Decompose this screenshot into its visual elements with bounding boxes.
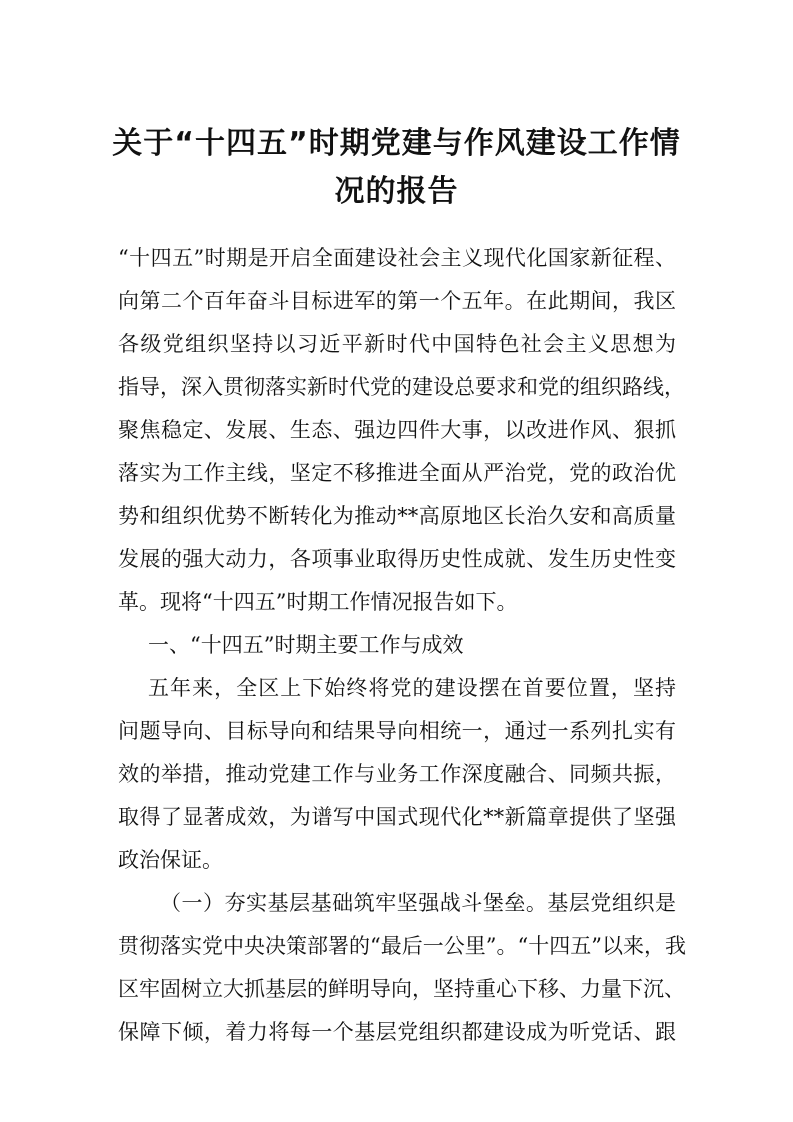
section-heading: 一、“十四五”时期主要工作与成效 xyxy=(148,633,464,657)
body-line: 政治保证。 xyxy=(118,848,223,872)
subsection-paragraph-start: （一）夯实基层基础筑牢坚强战斗堡垒。基层党组织是 xyxy=(160,891,676,915)
body-line: 聚焦稳定、发展、生态、强边四件大事，以改进作风、狠抓 xyxy=(118,418,676,442)
body-line: “十四五”时期是开启全面建设社会主义现代化国家新征程、 xyxy=(118,246,676,270)
body-line: 各级党组织坚持以习近平新时代中国特色社会主义思想为 xyxy=(118,332,676,356)
body-line: 区牢固树立大抓基层的鲜明导向，坚持重心下移、力量下沉、 xyxy=(118,977,685,1001)
body-line: 取得了显著成效，为谱写中国式现代化**新篇章提供了坚强 xyxy=(118,805,676,829)
body-line: 落实为工作主线，坚定不移推进全面从严治党，党的政治优 xyxy=(118,461,676,485)
body-line: 势和组织优势不断转化为推动**高原地区长治久安和高质量 xyxy=(118,504,676,528)
body-line: 革。现将“十四五”时期工作情况报告如下。 xyxy=(118,590,518,614)
report-title-line-2: 况的报告 xyxy=(334,174,459,209)
body-line: 五年来，全区上下始终将党的建设摆在首要位置，坚持 xyxy=(148,676,676,700)
body-line: 贯彻落实党中央决策部署的“最后一公里”。“十四五”以来，我 xyxy=(118,934,686,958)
body-line: 指导，深入贯彻落实新时代党的建设总要求和党的组织路线， xyxy=(118,375,685,399)
body-line: 发展的强大动力，各项事业取得历史性成就、发生历史性变 xyxy=(118,547,676,571)
body-line: 保障下倾，着力将每一个基层党组织都建设成为听党话、跟 xyxy=(118,1020,676,1044)
body-line: 效的举措，推动党建工作与业务工作深度融合、同频共振， xyxy=(118,762,676,786)
body-line: 向第二个百年奋斗目标进军的第一个五年。在此期间，我区 xyxy=(118,289,676,313)
body-line: 问题导向、目标导向和结果导向相统一，通过一系列扎实有 xyxy=(118,719,676,743)
report-title-line-1: 关于“十四五”时期党建与作风建设工作情 xyxy=(112,126,681,161)
